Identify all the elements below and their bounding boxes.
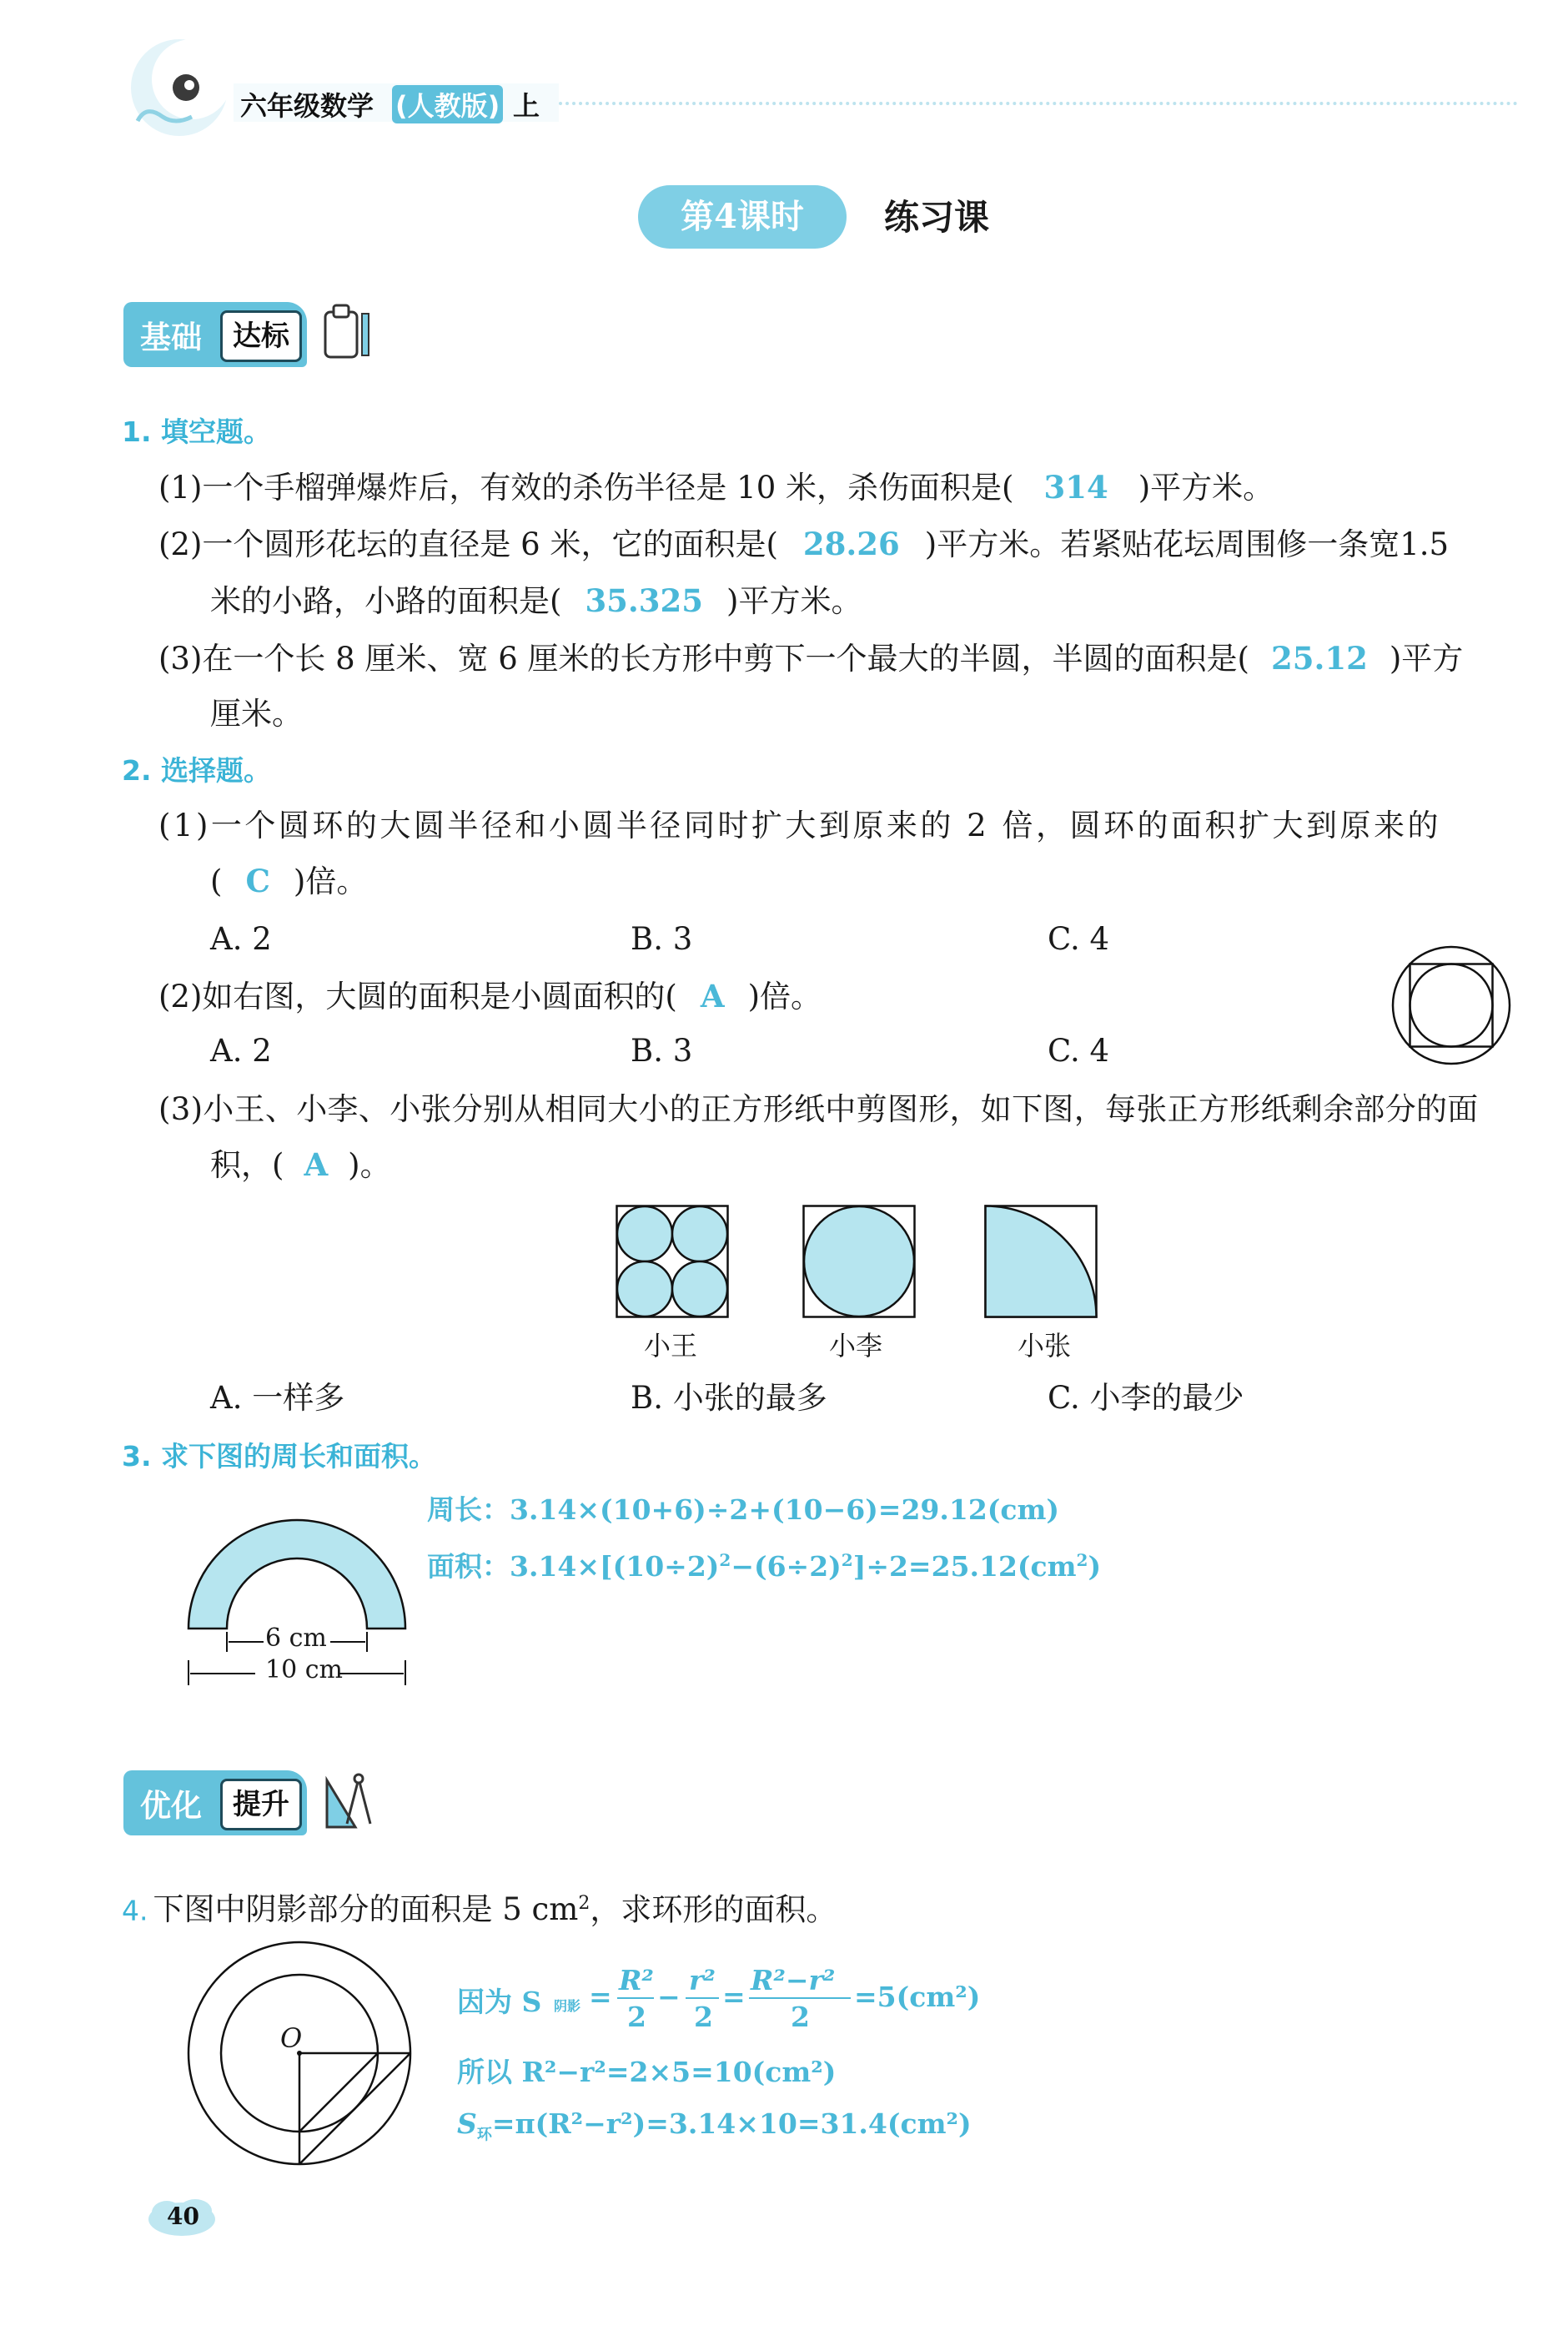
q2-item2 [158, 976, 822, 1017]
q1-item3 [158, 638, 1463, 679]
lesson-badge-text: 第4课时 [681, 197, 804, 236]
q2-item1-option-b: B. 3 [631, 921, 693, 957]
q4-s1-result: =5(cm²) [854, 1981, 981, 2013]
section-advanced-label-b: 提升 [220, 1779, 302, 1830]
q2-item1-open: ( [210, 863, 223, 899]
circle-square-figure [1389, 943, 1514, 1071]
q3-area-part3: ]÷2=25.12(cm [852, 1550, 1077, 1583]
figure-xiaowang-label: 小王 [644, 1330, 698, 1362]
q4-s1-text: 因为 S [457, 1986, 542, 2018]
q2-heading: 2. 选择题。 [122, 754, 271, 787]
q4-f2-num: r² [689, 1964, 716, 1996]
q1-item2-tail: )平方米。若紧贴花坛周围修一条宽1.5 [924, 526, 1450, 562]
q4-s3-text: =π(R²−r²)=3.14×10=31.4(cm²) [491, 2107, 972, 2140]
q1-item3-cont: 厘米。 [210, 696, 303, 732]
header-volume: 上 [513, 90, 540, 122]
lesson-badge [638, 185, 847, 249]
q1-item2-cont [210, 581, 862, 622]
q4-f2-den: 2 [694, 2001, 713, 2033]
figure-xiaoli-label: 小李 [829, 1330, 883, 1362]
dim-outer-label: 10 cm [265, 1655, 343, 1684]
q4-s3-sub: 环 [476, 2126, 492, 2144]
q3-area-sup3: 2 [1076, 1550, 1088, 1570]
section-advanced-label-a: 优化 [140, 1788, 202, 1824]
figure-xiaowang [616, 1205, 729, 1322]
q2-item2-option-a: A. 2 [210, 1033, 272, 1069]
q4-heading-number: 4. [122, 1894, 148, 1927]
q2-item3-option-a: A. 一样多 [210, 1380, 345, 1416]
q4-f1-num: R² [619, 1964, 654, 1996]
dim-inner-label: 6 cm [265, 1624, 327, 1653]
q4-f1-den: 2 [627, 2001, 646, 2033]
header-logo [113, 25, 238, 150]
q2-item1-line2 [210, 861, 367, 902]
q2-item3-close: )。 [348, 1147, 391, 1183]
q4-heading-sup: 2 [578, 1893, 591, 1914]
q2-item2-option-c: C. 4 [1048, 1033, 1110, 1069]
q4-f3-bar [749, 1997, 851, 1999]
figure-xiaozhang-label: 小张 [1018, 1330, 1072, 1362]
annulus-figure [185, 1939, 414, 2171]
q4-solution-step2: 所以 R²−r²=2×5=10(cm²) [457, 2056, 837, 2088]
q1-heading: 1. 填空题。 [122, 415, 271, 448]
q2-item2-text: (2)如右图，大圆的面积是小圆面积的( [158, 979, 677, 1014]
section-basic-label-b: 达标 [220, 310, 302, 362]
q1-item3-text: (3)在一个长 8 厘米、宽 6 厘米的长方形中剪下一个最大的半圆，半圆的面积是( [158, 641, 1249, 677]
q1-item1 [158, 467, 1274, 508]
moon-logo-icon [113, 25, 238, 150]
q1-item1-tail: )平方米。 [1138, 470, 1274, 506]
section-basic-band [123, 302, 307, 367]
q2-item3-option-c: C. 小李的最少 [1048, 1380, 1244, 1416]
q2-item1-option-c: C. 4 [1048, 921, 1110, 957]
q1-item1-text: (1)一个手榴弹爆炸后，有效的杀伤半径是 10 米，杀伤面积是( [158, 470, 1014, 506]
q1-item2-answer: 28.26 [802, 526, 900, 562]
q1-item3-tail: )平方 [1389, 641, 1464, 677]
compass-ruler-icon [322, 1772, 380, 1835]
q1-item2-text: (2)一个圆形花坛的直径是 6 米，它的面积是( [158, 526, 778, 562]
q2-item2-option-b: B. 3 [631, 1033, 693, 1069]
q2-item3-option-b: B. 小张的最多 [631, 1380, 827, 1416]
q1-item3-answer: 25.12 [1270, 640, 1368, 677]
section-basic-label-a: 基础 [140, 320, 202, 355]
q4-s3-symbol: S [457, 2107, 477, 2140]
q4-heading [122, 1884, 837, 1931]
q2-item3-line2 [210, 1145, 391, 1186]
q4-s1-sub: 阴影 [554, 1998, 581, 2014]
q4-f3-den: 2 [791, 2001, 810, 2033]
q3-area-sup1: 2 [719, 1550, 731, 1570]
q4-eq2: = [722, 1981, 746, 2013]
q2-item2-tail: )倍。 [747, 979, 822, 1014]
nested-circles-figure [1389, 943, 1514, 1068]
q4-f2-bar [686, 1997, 719, 1999]
q4-heading-tail: ，求环形的面积。 [590, 1891, 837, 1928]
header-dotted-line [559, 102, 1518, 105]
lesson-title: 练习课 [884, 197, 990, 238]
q4-minus: − [657, 1981, 681, 2013]
q1-item1-answer: 314 [1043, 469, 1108, 506]
q2-item3-answer: A [304, 1146, 329, 1183]
q1-item2-cont-tail: )平方米。 [726, 583, 862, 619]
figure-xiaoli [802, 1205, 916, 1322]
q2-item1-line1: (1)一个圆环的大圆半径和小圆半径同时扩大到原来的 2 倍，圆环的面积扩大到原来的 [158, 808, 1441, 843]
q2-item2-answer: A [700, 978, 725, 1014]
q4-f3-num: R²−r² [751, 1964, 836, 1996]
q1-item2 [158, 524, 1449, 565]
header-edition: (人教版) [392, 85, 503, 123]
q4-heading-text: 下图中阴影部分的面积是 5 cm [153, 1891, 579, 1928]
q3-area-part4: ) [1088, 1550, 1102, 1583]
q3-area-part2: −(6÷2) [731, 1550, 842, 1583]
figure-xiaozhang [984, 1205, 1098, 1322]
q1-item2-cont-text: 米的小路，小路的面积是( [210, 583, 562, 619]
q4-s1-eq: = [589, 1981, 612, 2013]
page-number-badge [142, 2194, 222, 2241]
header-title: 六年级数学 [240, 90, 374, 122]
q2-item1-answer: C [245, 863, 270, 899]
q2-item3-line1: (3)小王、小李、小张分别从相同大小的正方形纸中剪图形，如下图，每张正方形纸剩余部分的面 [158, 1091, 1479, 1127]
q1-item2b-answer: 35.325 [585, 582, 704, 619]
section-advanced-band [123, 1770, 307, 1835]
page-number: 40 [167, 2203, 199, 2230]
q3-heading: 3. 求下图的周长和面积。 [122, 1440, 436, 1473]
q3-area-part1: 面积：3.14×[(10÷2) [427, 1550, 720, 1583]
q2-item3-open: 积，( [210, 1147, 284, 1183]
clipboard-icon [320, 302, 375, 365]
q2-item1-close: )倍。 [293, 863, 368, 899]
header-bar [234, 83, 559, 122]
q4-f1-bar [617, 1997, 654, 1999]
q3-solution-perimeter: 周长：3.14×(10+6)÷2+(10−6)=29.12(cm) [427, 1493, 1060, 1526]
q3-solution-area [427, 1545, 1101, 1584]
q3-area-sup2: 2 [841, 1550, 853, 1570]
q2-item1-option-a: A. 2 [210, 921, 272, 957]
q4-solution-step3 [457, 2107, 972, 2145]
center-label: O [280, 2022, 303, 2054]
